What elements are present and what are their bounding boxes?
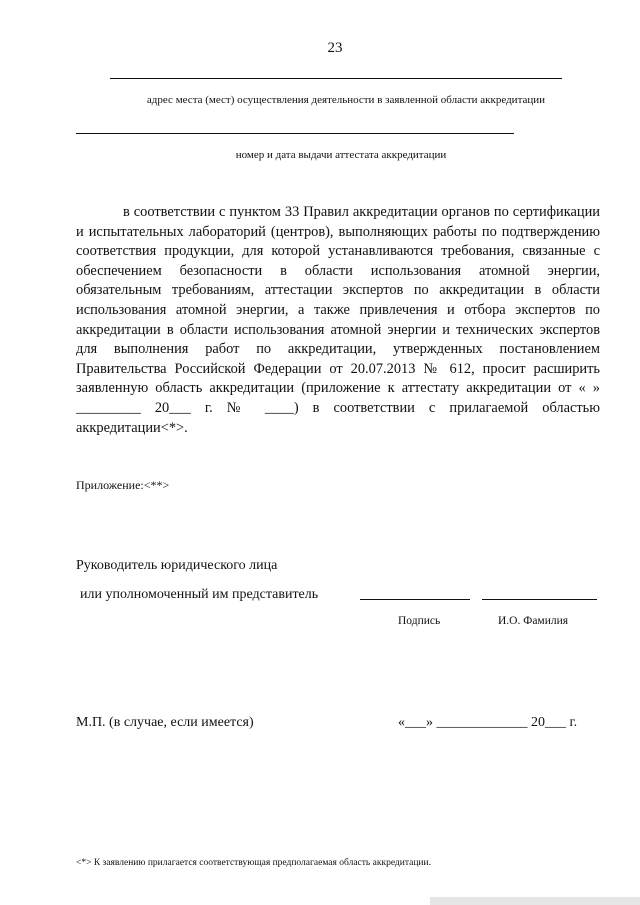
scan-edge-mark	[430, 897, 640, 905]
appendix-label: Приложение:<**>	[76, 478, 170, 492]
certificate-caption: номер и дата выдачи аттестата аккредитации	[235, 149, 447, 161]
stamp-label: М.П. (в случае, если имеется)	[76, 715, 254, 730]
address-caption: адрес места (мест) осуществления деятельности в заявленной области аккредитации	[146, 94, 546, 106]
page-number: 23	[327, 40, 343, 56]
signature-caption: Подпись	[398, 615, 441, 627]
signatory-title-line2: или уполномоченный им представитель	[80, 587, 319, 602]
address-fill-line	[110, 78, 562, 79]
name-caption: И.О. Фамилия	[498, 615, 569, 627]
footnote: <*> К заявлению прилагается соответствующая предполагаемая область аккредитации.	[76, 858, 431, 868]
signature-line	[360, 599, 470, 600]
signatory-title-line1: Руководитель юридического лица	[76, 558, 278, 573]
application-paragraph: в соответствии с пунктом 33 Правил аккредитации органов по сертификации и испытательных лабораторий (центров), выполняющих работы по подтверждению соответствия продукции, для которой устанавливаются требования, связанные с обеспечением безопасности в области использования атомной энергии, обязательным требованиям, аттестации экспертов по аккредитации в области использования атомной энергии, а также привлечения и отбора экспертов по аккредитации в области использования атомной энергии и технических экспертов для выполнения работ по аккредитации, утвержденных постановлением Правительства Российской Федерации от 20.07.2013 № 612, просит расширить заявленную область аккредитации (приложение к аттестату аккредитации от « » _________ 20___ г. № ____) в соответствии с прилагаемой областью аккредитации<*>.	[76, 204, 600, 436]
stamp-date: «___» _____________ 20___ г.	[398, 715, 578, 730]
application-body	[76, 203, 600, 438]
certificate-fill-line	[76, 133, 514, 134]
name-line	[482, 599, 597, 600]
